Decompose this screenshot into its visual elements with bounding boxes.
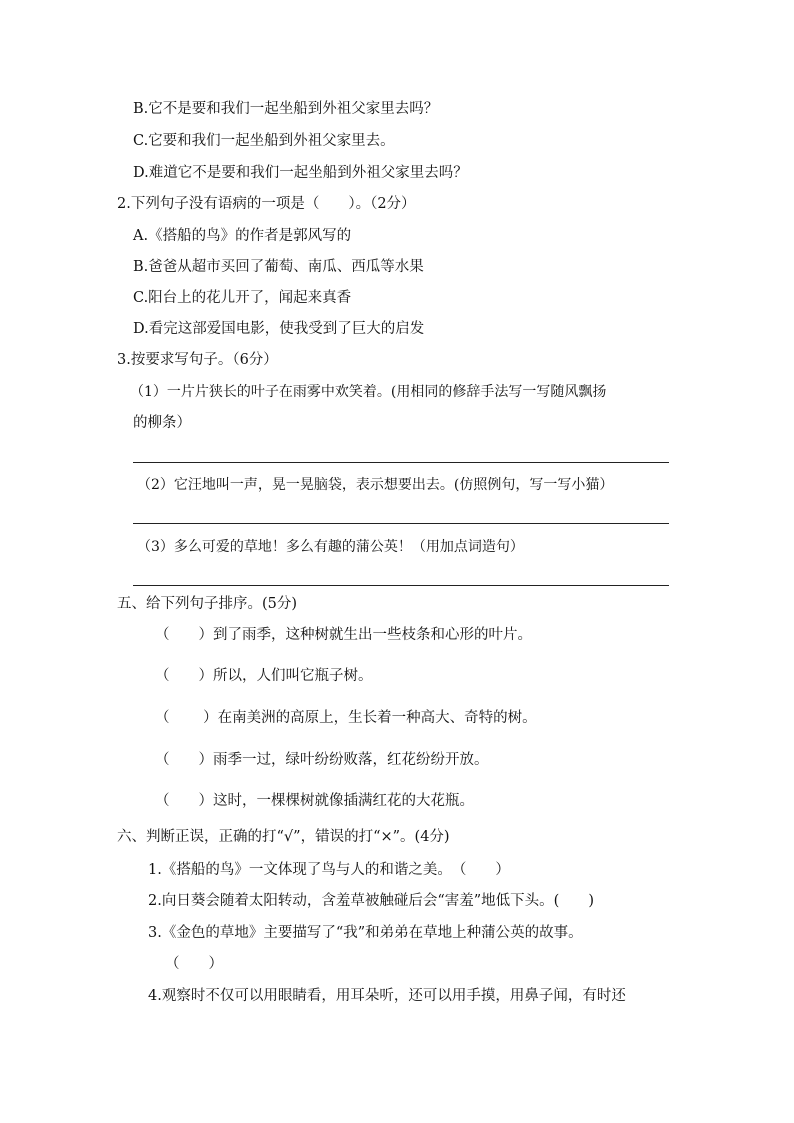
q3-answer-line-1[interactable] [133, 462, 669, 463]
section6-item-1: 1.《搭船的鸟》一文体现了鸟与人的和谐之美。 （ ） [148, 862, 510, 878]
section6-item-2: 2.向日葵会随着太阳转动，含羞草被触碰后会“害羞”地低下头。( ) [148, 893, 594, 909]
section6-item-4: 4.观察时不仅可以用眼睛看，用耳朵听，还可以用手摸，用鼻子闻，有时还 [148, 988, 626, 1004]
q2-option-c: C.阳台上的花儿开了，闻起来真香 [133, 290, 352, 306]
section5-title: 五、给下列句子排序。(5分) [117, 596, 298, 612]
q2-option-b: B.爸爸从超市买回了葡萄、南瓜、西瓜等水果 [133, 259, 424, 275]
q3-item1: （1）一片片狭长的叶子在雨雾中欢笑着。(用相同的修辞手法写一写随风飘扬 [130, 384, 607, 400]
q3-item1-continued: 的柳条） [133, 415, 191, 431]
section6-item-3: 3.《金色的草地》主要描写了“我”和弟弟在草地上种蒲公英的故事。 [148, 925, 583, 941]
q4-option-c: C.它要和我们一起坐船到外祖父家里去。 [133, 133, 395, 149]
q2-stem: 2.下列句子没有语病的一项是（ ）。（2分） [117, 196, 416, 212]
q3-answer-line-3[interactable] [133, 585, 669, 586]
section5-item-5: （ ）这时，一棵棵树就像插满红花的大花瓶。 [155, 793, 474, 809]
q4-option-d: D.难道它不是要和我们一起坐船到外祖父家里去吗？ [133, 165, 468, 181]
section5-item-2: （ ）所以，人们叫它瓶子树。 [155, 668, 373, 684]
q2-option-d: D.看完这部爱国电影，使我受到了巨大的启发 [133, 321, 425, 337]
q3-item3: （3）多么可爱的草地！多么有趣的蒲公英！（用加点词造句） [137, 539, 524, 555]
section6-item-3-answer-paren: （ ） [165, 956, 223, 972]
section5-item-1: （ ）到了雨季，这种树就生出一些枝条和心形的叶片。 [155, 627, 532, 643]
section5-item-4: （ ）雨季一过，绿叶纷纷败落，红花纷纷开放。 [155, 752, 489, 768]
section6-title: 六、判断正误，正确的打“√”，错误的打“×”。(4分) [117, 829, 450, 845]
q3-answer-line-2[interactable] [133, 523, 669, 524]
q4-option-b: B.它不是要和我们一起坐船到外祖父家里去吗？ [133, 101, 439, 117]
q2-option-a: A.《搭船的鸟》的作者是郭风写的 [133, 228, 352, 244]
q3-item2: （2）它汪地叫一声，晃一晃脑袋，表示想要出去。(仿照例句，写一写小猫） [137, 477, 614, 493]
section5-item-3: （ ）在南美洲的高原上，生长着一种高大、奇特的树。 [155, 710, 537, 726]
q3-stem: 3.按要求写句子。（6分） [117, 352, 278, 368]
